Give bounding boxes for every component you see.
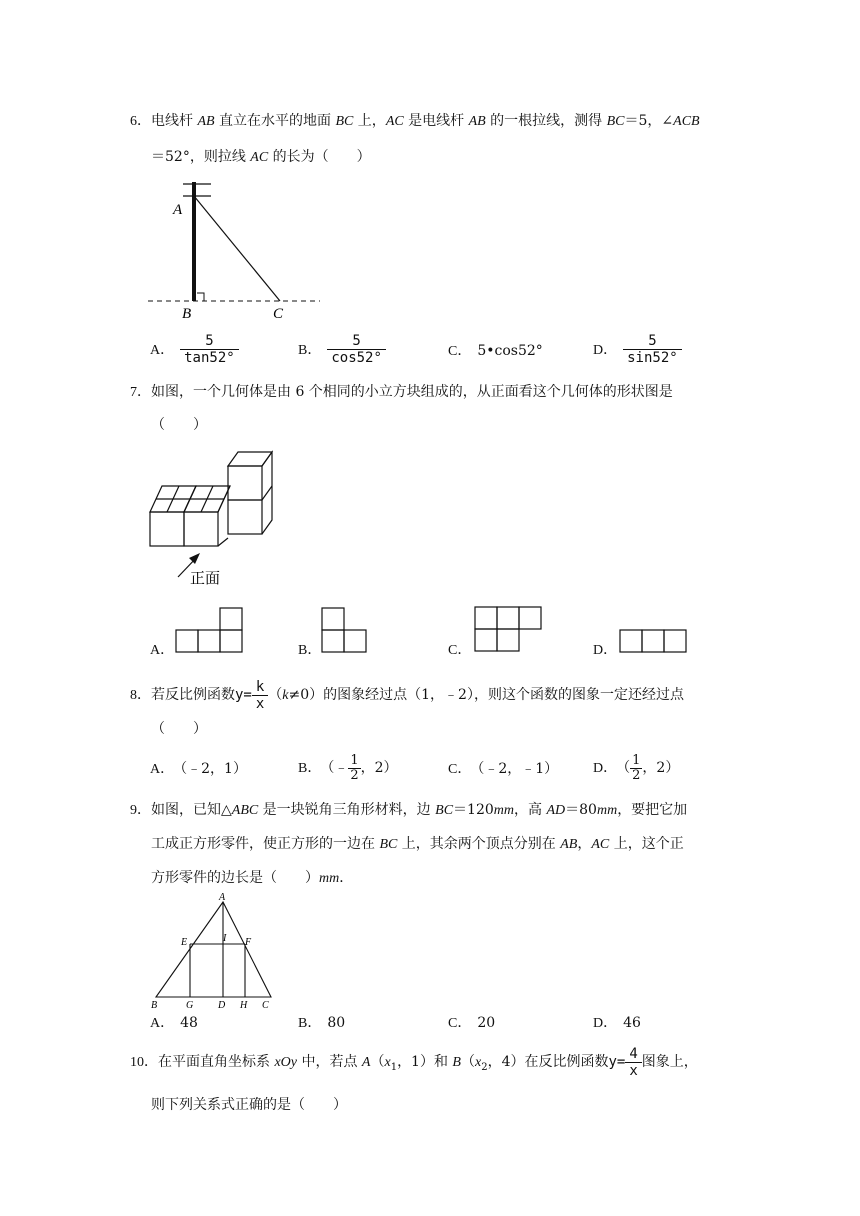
q6-var-ab: AB — [468, 114, 486, 129]
fraction-numerator: 5 — [352, 333, 361, 349]
q10-line2 — [151, 1095, 347, 1115]
q6-option-b[interactable] — [298, 333, 386, 366]
q9-number: 9． — [130, 803, 151, 818]
q9-label-c: C — [262, 1000, 269, 1011]
option-text: ，2） — [642, 760, 680, 776]
q8-line2 — [151, 719, 207, 739]
fraction-numerator: k — [255, 678, 265, 695]
fraction-numerator: 5 — [205, 333, 214, 349]
q9-line1 — [130, 800, 687, 821]
option-label: A． — [150, 762, 175, 777]
q9-option-c[interactable] — [448, 1013, 495, 1034]
q9-unit-mm: mm — [493, 803, 514, 818]
q6-number: 6． — [130, 114, 151, 129]
option-text: 80 — [327, 1015, 346, 1031]
fraction-numerator: 4 — [629, 1045, 638, 1062]
q8-var-k: k — [282, 688, 289, 703]
q7-line2 — [151, 415, 207, 435]
option-label: B． — [298, 643, 322, 658]
q9-var-bc: BC — [379, 837, 398, 852]
option-text: 46 — [623, 1015, 641, 1031]
q9-label-a: A — [219, 892, 226, 903]
option-text: （﹣2，﹣1） — [477, 761, 559, 777]
fraction — [630, 754, 642, 783]
q8-number: 8． — [130, 688, 151, 703]
q7-cubes-diagram — [148, 450, 308, 590]
option-label: C． — [448, 1016, 472, 1031]
option-label: C． — [448, 762, 472, 777]
fraction-numerator: 5 — [648, 333, 657, 349]
q6-option-c[interactable] — [448, 341, 543, 362]
fraction-denominator: 2 — [632, 767, 641, 783]
q8-text: 若反比例函数 — [151, 687, 235, 703]
q10-var-b: B — [452, 1055, 461, 1070]
fraction-numerator: 1 — [632, 752, 641, 768]
q9-option-b[interactable] — [298, 1013, 345, 1034]
q9-label-g: G — [186, 1000, 194, 1011]
q7-option-c-shape — [474, 606, 546, 656]
option-text: ，2） — [360, 760, 398, 776]
q6-var-ac: AC — [250, 150, 269, 165]
q6-var-bc: BC — [335, 114, 354, 129]
q6-pole-diagram — [140, 180, 340, 320]
q6-text: 的长为（ ） — [268, 149, 371, 165]
q10-var-a: A — [361, 1055, 371, 1070]
option-text: 5•cos52° — [477, 343, 543, 359]
option-label: B． — [298, 342, 322, 358]
q7-text: 如图，一个几何体是由 6 个相同的小立方块组成的，从正面看这个几何体的形状图是 — [151, 384, 673, 400]
option-text: （ — [623, 760, 631, 776]
q9-line2 — [151, 834, 684, 855]
q8-line1 — [130, 677, 684, 714]
q6-text: 直立在水平的地面 — [214, 113, 336, 129]
q9-text: ． — [339, 870, 354, 886]
fraction-numerator: 1 — [350, 752, 359, 768]
q6-line2 — [151, 147, 371, 168]
q6-var-acb: ACB — [673, 114, 700, 129]
q7-option-d-shape — [619, 629, 691, 655]
q10-text: ，4）在反比例函数 — [487, 1054, 609, 1070]
q9-var-ab: AB — [560, 837, 578, 852]
q10-line1 — [130, 1044, 698, 1086]
q10-var-xoy: xOy — [274, 1055, 297, 1070]
q9-label-e: E — [181, 937, 188, 948]
option-label: A． — [150, 643, 175, 658]
q6-text: ＝5，∠ — [624, 113, 674, 129]
q7-option-b-shape — [321, 607, 371, 653]
q6-label-b: B — [182, 306, 192, 322]
fraction-denominator: x — [625, 1062, 641, 1079]
q9-text: 工成正方形零件，使正方形的一边在 — [151, 836, 380, 852]
option-label: A． — [150, 1016, 175, 1031]
q9-text: 如图，已知△ — [151, 802, 232, 818]
q9-label-f: F — [245, 937, 252, 948]
option-label: B． — [298, 761, 322, 776]
q9-var-bc: BC — [435, 803, 454, 818]
q9-text: 上，其余两个顶点分别在 — [397, 836, 561, 852]
q9-label-h: H — [240, 1000, 248, 1011]
q6-var-ab: AB — [197, 114, 215, 129]
q9-label-b: B — [151, 1000, 158, 1011]
q10-text: （ — [460, 1054, 475, 1070]
q8-option-d[interactable] — [593, 750, 679, 787]
fraction — [623, 333, 682, 366]
q6-option-d[interactable] — [593, 333, 682, 366]
q9-triangle-diagram — [145, 893, 285, 1011]
fraction-denominator: tan52° — [180, 349, 239, 366]
q7-number: 7． — [130, 385, 151, 400]
q9-text: 是一块锐角三角形材料，边 — [258, 802, 436, 818]
q9-text: 方形零件的边长是（ ） — [151, 870, 319, 886]
option-text: （﹣2，1） — [180, 761, 247, 777]
q6-var-ac: AC — [385, 114, 404, 129]
q9-text: ，要把它加 — [617, 802, 688, 818]
q10-function-fraction — [625, 1046, 641, 1079]
option-label: C． — [448, 344, 472, 359]
q9-var-ac: AC — [591, 837, 610, 852]
fraction-denominator: sin52° — [623, 349, 682, 366]
option-label: A． — [150, 342, 175, 358]
q10-var-x2: x — [474, 1055, 482, 1070]
q6-text: 是电线杆 — [403, 113, 469, 129]
q8-text: （ — [268, 687, 283, 703]
q8-option-a[interactable] — [150, 759, 247, 780]
q9-label-i: I — [223, 933, 227, 944]
q7-option-a-shape — [175, 607, 245, 653]
q10-text: ，1）和 — [397, 1054, 453, 1070]
fraction-denominator: 2 — [350, 767, 359, 783]
q6-text: 电线杆 — [151, 113, 198, 129]
q7-front-label: 正面 — [190, 571, 221, 587]
q9-option-d[interactable] — [593, 1013, 641, 1034]
q8-option-c[interactable] — [448, 759, 558, 780]
q10-var-x1: x — [384, 1055, 391, 1070]
fraction — [348, 754, 360, 783]
q10-text: 图象上， — [641, 1054, 698, 1070]
q8-function-y: y= — [235, 687, 252, 703]
q9-text: ， — [577, 836, 592, 852]
q7-text: （ ） — [151, 417, 207, 433]
option-text: （ — [327, 760, 335, 776]
q9-text: ＝120 — [453, 802, 494, 818]
fraction-denominator: x — [252, 695, 268, 712]
q10-text: （ — [370, 1054, 385, 1070]
q8-text: （ ） — [151, 721, 207, 737]
option-label: C． — [448, 643, 472, 658]
q6-text: ＝52°，则拉线 — [151, 149, 251, 165]
option-label: D． — [593, 1016, 618, 1031]
fraction-denominator: cos52° — [327, 349, 386, 366]
q6-option-a[interactable] — [150, 333, 239, 366]
q10-subscript: 2 — [481, 1061, 488, 1073]
q9-label-d: D — [218, 1000, 226, 1011]
option-text: 20 — [477, 1015, 496, 1031]
q8-text: ≠0）的图象经过点（1，﹣2），则这个函数的图象一定还经过点 — [288, 687, 684, 703]
q8-option-b[interactable] — [298, 750, 398, 787]
option-label: B． — [298, 1016, 322, 1031]
q6-label-c: C — [273, 306, 284, 322]
q9-line3 — [151, 868, 353, 889]
option-text: 48 — [180, 1015, 198, 1031]
q10-text: 在平面直角坐标系 — [158, 1054, 275, 1070]
option-sign: ﹣ — [334, 760, 349, 776]
fraction — [180, 333, 239, 366]
q9-text: ，高 — [514, 802, 547, 818]
q9-text: ＝80 — [565, 802, 597, 818]
q9-text: 上，这个正 — [609, 836, 684, 852]
q6-line1 — [130, 111, 700, 132]
q9-var-abc: ABC — [231, 803, 259, 818]
q6-text: 上， — [353, 113, 386, 129]
q10-text: 中，若点 — [297, 1054, 362, 1070]
fraction — [327, 333, 386, 366]
option-label: D． — [593, 643, 618, 658]
q8-function-fraction — [252, 679, 268, 712]
q6-text: 的一根拉线，测得 — [485, 113, 607, 129]
option-label: D． — [593, 761, 618, 776]
q6-label-a: A — [173, 202, 183, 218]
q9-unit-mm: mm — [596, 803, 618, 818]
q9-var-ad: AD — [546, 803, 566, 818]
q10-subscript: 1 — [390, 1061, 398, 1073]
q7-line1 — [130, 382, 673, 403]
q7-option-c[interactable] — [448, 640, 477, 661]
option-label: D． — [593, 342, 618, 358]
q10-number: 10． — [130, 1055, 158, 1070]
q6-var-bc: BC — [606, 114, 625, 129]
q9-unit-mm: mm — [319, 871, 340, 886]
q10-text: 则下列关系式正确的是（ ） — [151, 1097, 347, 1113]
q9-option-a[interactable] — [150, 1013, 198, 1034]
q10-function-y: y= — [608, 1054, 626, 1070]
